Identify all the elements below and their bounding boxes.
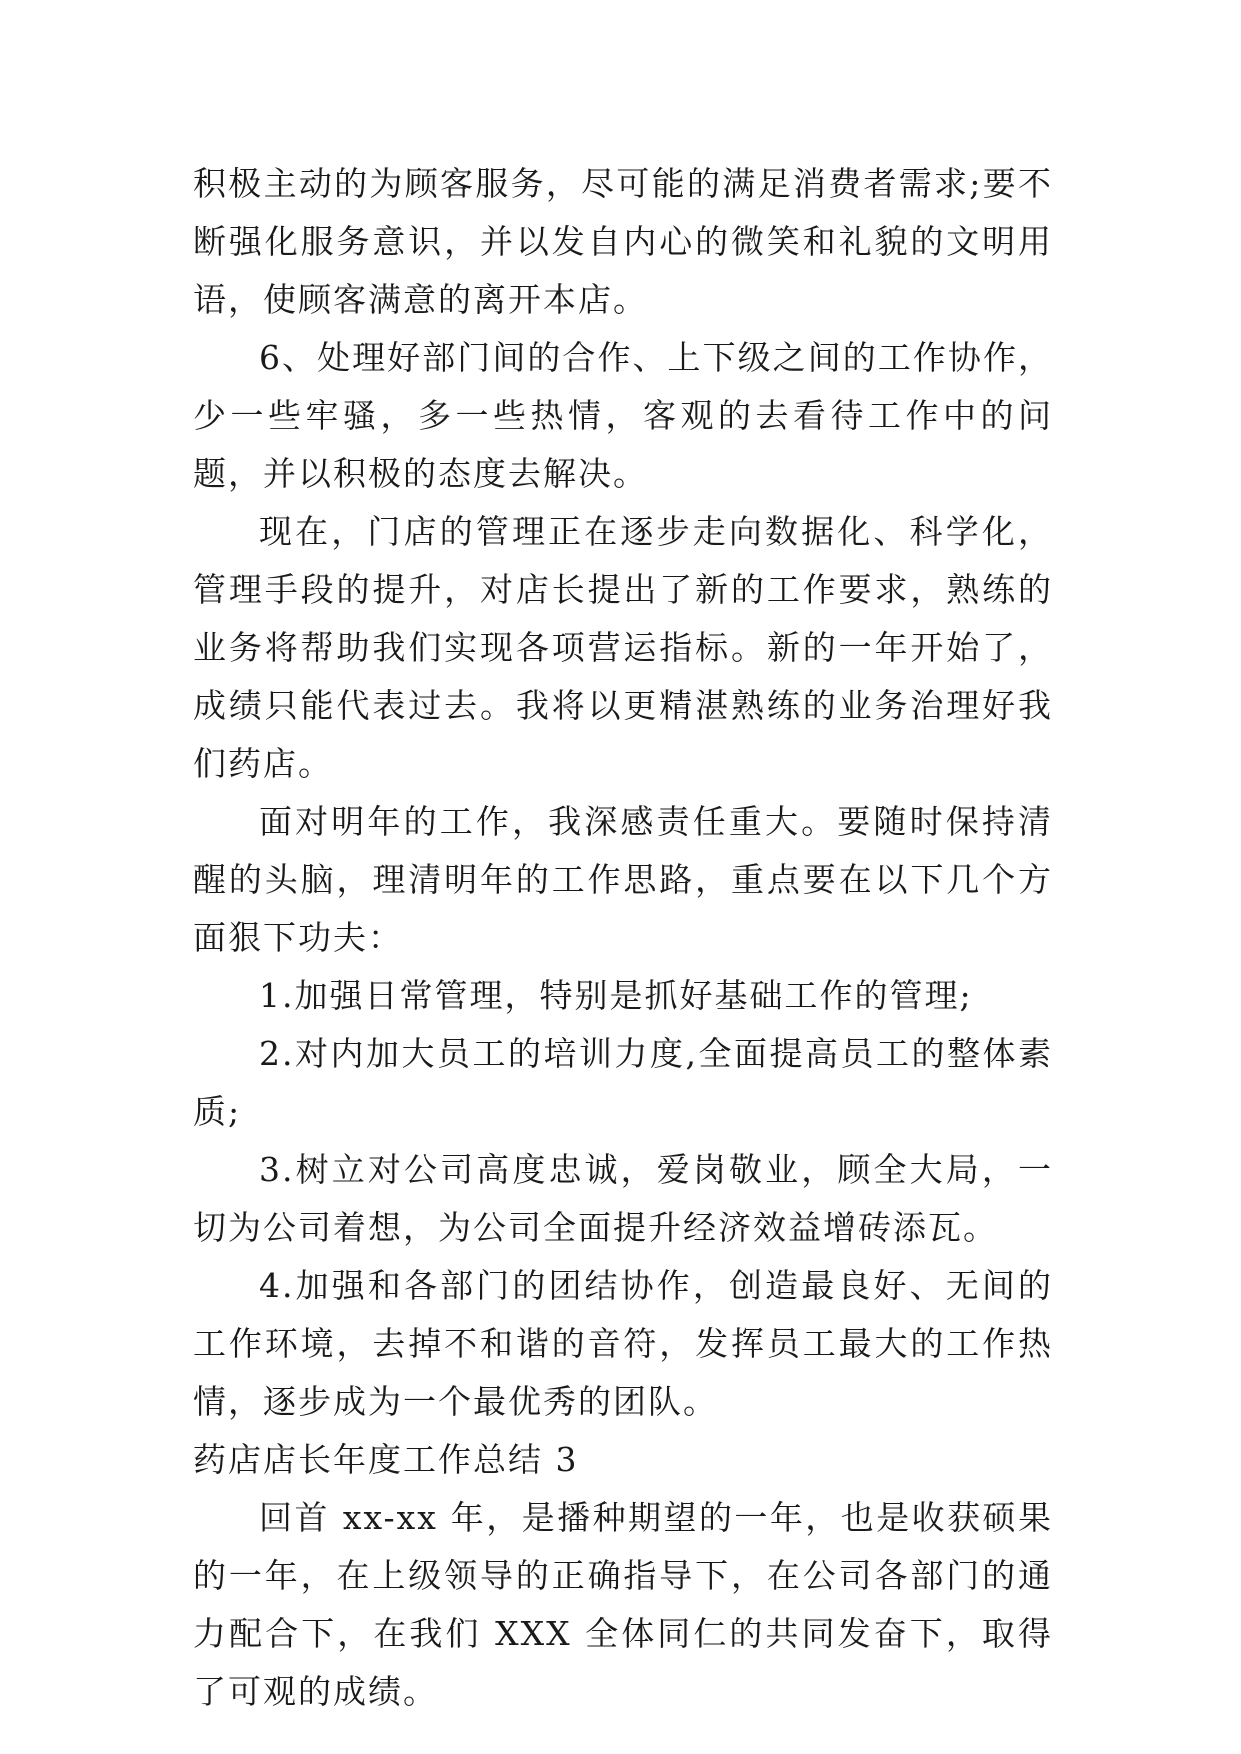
section-heading: 药店店长年度工作总结 3 xyxy=(193,1440,579,1479)
list-item-1: 1.加强日常管理，特别是抓好基础工作的管理; xyxy=(259,976,973,1015)
list-item-4: 4.加强和各部门的团结协作，创造最良好、无间的工作环境，去掉不和谐的音符，发挥员工最大的工作热情，逐步成为一个最优秀的团队。 xyxy=(193,1266,1053,1421)
list-item-3: 3.树立对公司高度忠诚，爱岗敬业，顾全大局，一切为公司着想，为公司全面提升经济效益增砖添瓦。 xyxy=(193,1150,1053,1247)
paragraph-review: 回首 xx-xx 年，是播种期望的一年，也是收获硕果的一年，在上级领导的正确指导下，在公司各部门的通力配合下，在我们 XXX 全体同仁的共同发奋下，取得了可观的成绩。 xyxy=(193,1498,1053,1711)
paragraph-management: 现在，门店的管理正在逐步走向数据化、科学化，管理手段的提升，对店长提出了新的工作要求，熟练的业务将帮助我们实现各项营运指标。新的一年开始了，成绩只能代表过去。我将以更精湛熟练的业务治理好我们药店。 xyxy=(193,512,1053,783)
paragraph-next-year: 面对明年的工作，我深感责任重大。要随时保持清醒的头脑，理清明年的工作思路，重点要在以下几个方面狠下功夫： xyxy=(193,802,1053,957)
list-item-2: 2.对内加大员工的培训力度,全面提高员工的整体素质; xyxy=(193,1034,1053,1131)
paragraph-service: 积极主动的为顾客服务，尽可能的满足消费者需求;要不断强化服务意识，并以发自内心的微笑和礼貌的文明用语，使顾客满意的离开本店。 xyxy=(193,164,1053,319)
document-body xyxy=(193,155,1053,1721)
paragraph-item-6: 6、处理好部门间的合作、上下级之间的工作协作，少一些牢骚，多一些热情，客观的去看待工作中的问题，并以积极的态度去解决。 xyxy=(193,338,1053,493)
